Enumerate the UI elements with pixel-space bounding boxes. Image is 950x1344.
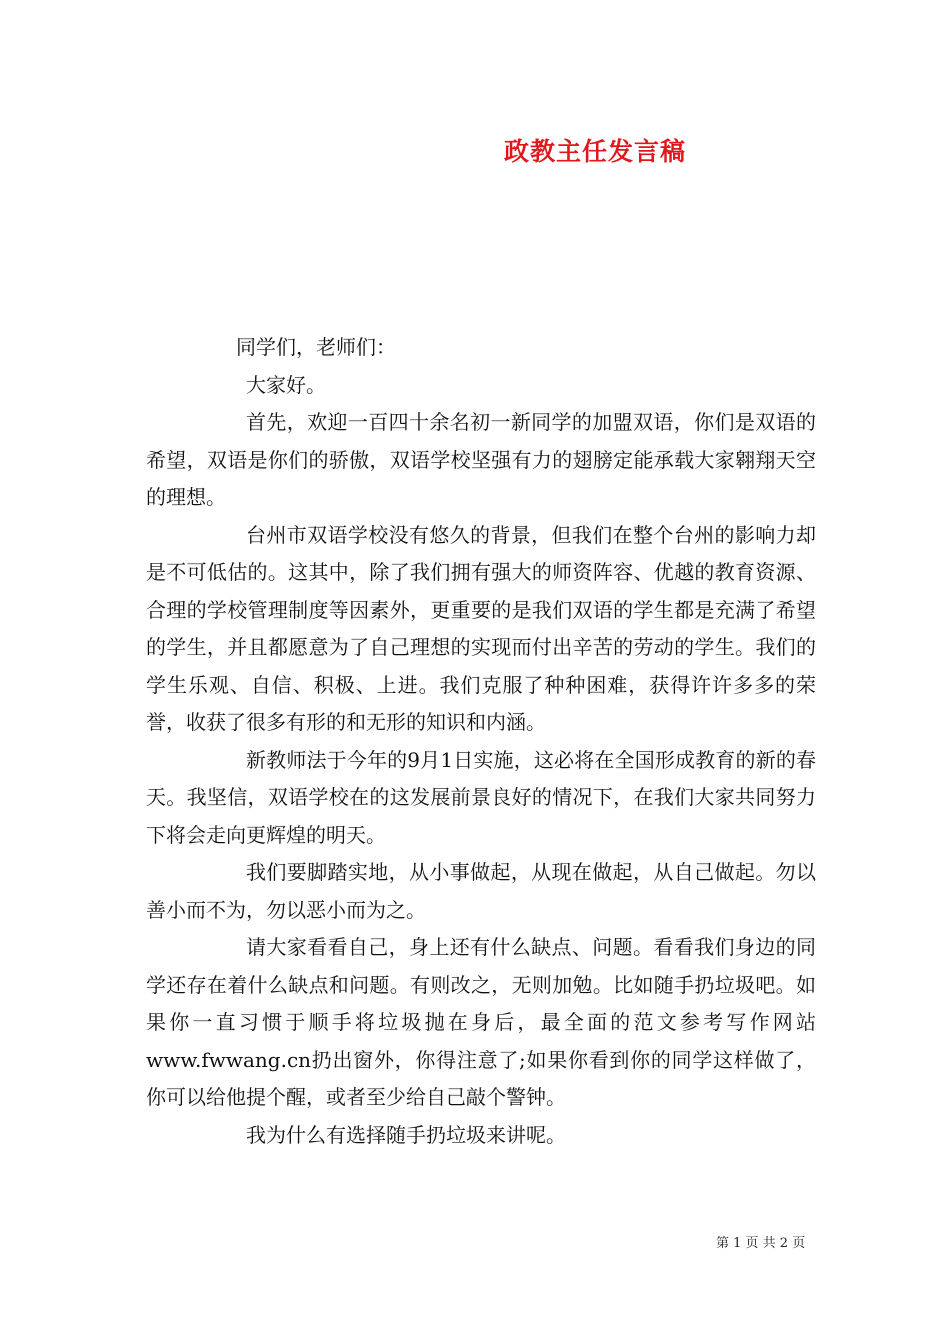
paragraph: 请大家看看自己，身上还有什么缺点、问题。看看我们身边的同学还存在着什么缺点和问题。有则改之，无则加勉。比如随手扔垃圾吧。如果你一直习惯于顺手将垃圾抛在身后，最全面的范文参考写作网站www.fwwang.cn扔出窗外，你得注意了;如果你看到你的同学这样做了，你可以给他提个醒，或者至少给自己敲个警钟。	[146, 935, 816, 1109]
salutation: 同学们，老师们：	[236, 335, 396, 359]
paragraph: 我们要脚踏实地，从小事做起，从现在做起，从自己做起。勿以善小而不为，勿以恶小而为之。	[146, 860, 816, 922]
greeting: 大家好。	[246, 372, 326, 397]
paragraph: 首先，欢迎一百四十余名初一新同学的加盟双语，你们是双语的希望，双语是你们的骄傲，双语学校坚强有力的翅膀定能承载大家翱翔天空的理想。	[146, 410, 816, 509]
document-body	[146, 329, 816, 1154]
document-title: 政教主任发言稿	[503, 137, 686, 166]
paragraph: 我为什么有选择随手扔垃圾来讲呢。	[246, 1122, 566, 1147]
paragraph: 新教师法于今年的9月1日实施，这必将在全国形成教育的新的春天。我坚信，双语学校在的这发展前景良好的情况下，在我们大家共同努力下将会走向更辉煌的明天。	[146, 747, 816, 847]
paragraph: 台州市双语学校没有悠久的背景，但我们在整个台州的影响力却是不可低估的。这其中，除了我们拥有强大的师资阵容、优越的教育资源、合理的学校管理制度等因素外，更重要的是我们双语的学生都是充满了希望的学生，并且都愿意为了自己理想的实现而付出辛苦的劳动的学生。我们的学生乐观、自信、积极、上进。我们克服了种种困难，获得许许多多的荣誉，收获了很多有形的和无形的知识和内涵。	[146, 522, 816, 734]
page-indicator: 第 1 页 共 2 页	[716, 1236, 806, 1251]
